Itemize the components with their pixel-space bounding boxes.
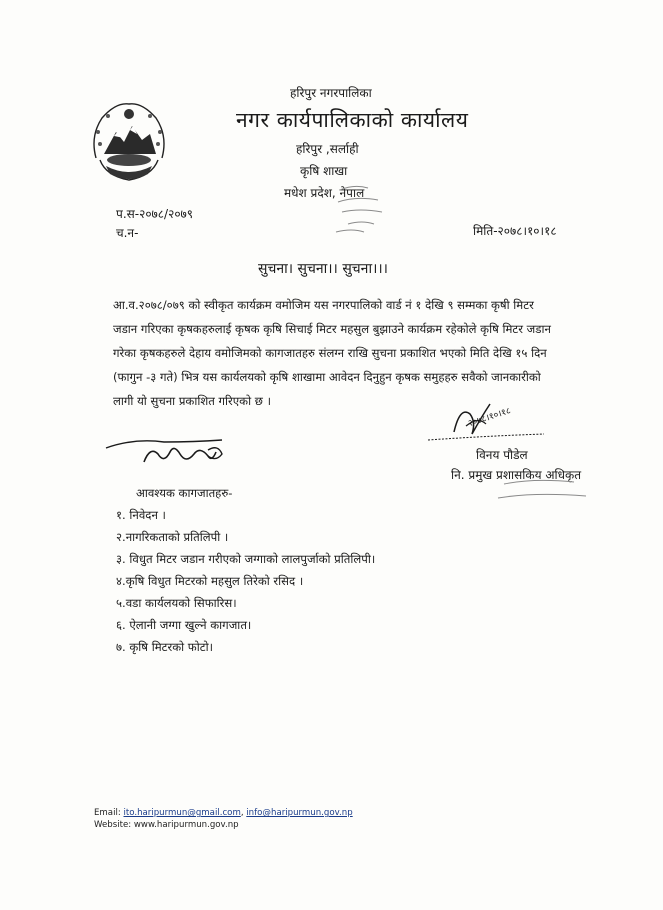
letter-number: प.स-२०७८/२०७९ (116, 207, 194, 221)
office-address: हरिपुर ,सर्लाही (296, 142, 359, 156)
document-item: १. निवेदन । (116, 508, 166, 522)
website-url[interactable]: www.haripurmun.gov.np (133, 820, 239, 830)
body-line-5: लागी यो सुचना प्रकाशित गरिएको छ । (113, 394, 271, 408)
office-title: नगर कार्यपालिकाको कार्यालय (236, 108, 469, 132)
body-line-4: (फागुन -३ गते) भित्र यस कार्यलयको कृषि शाखामा आवेदन दिनुहुन कृषक समुहहरु सवैको जानकारीको (113, 370, 541, 384)
body-line-2: जडान गरिएका कृषकहरुलाई कृषक कृषि सिचाई मिटर महसुल बुझाउने कार्यक्रम रहेकोले कृषि मिटर जडान (113, 322, 551, 336)
section-stamp-icon (334, 182, 392, 236)
notice-title: सुचना। सुचना।। सुचना।।। (258, 261, 388, 277)
email-link-2[interactable]: info@haripurmun.gov.np (246, 808, 353, 818)
nepal-emblem-icon (86, 96, 172, 186)
email-separator: , (240, 808, 244, 818)
email-link-1[interactable]: ito.haripurmun@gmail.com (123, 808, 241, 818)
documents-heading: आवश्यक कागजातहरु- (136, 486, 233, 500)
province-name: मधेश प्रदेश, नेपाल (284, 186, 365, 200)
notice-date: मिति-२०७८।१०।१८ (473, 224, 557, 238)
document-item: ७. कृषि मिटरको फोटो। (116, 640, 213, 654)
section-name: कृषि शाखा (300, 164, 348, 178)
dispatch-number: च.न- (116, 226, 139, 240)
document-item: ३. विधुत मिटर जडान गरीएको जग्गाको लालपुर्जाको प्रतिलिपी। (116, 552, 376, 566)
website-label: Website: (94, 820, 132, 830)
document-item: ५.वडा कार्यलयको सिफारिस। (116, 596, 237, 610)
footer-email (94, 808, 353, 818)
body-line-1: आ.व.२०७८/०७९ को स्वीकृत कार्यक्रम वमोजिम यस नगरपालिको वार्ड नं १ देखि ९ सम्मका कृषी मिटर (113, 298, 534, 312)
email-label: Email: (94, 808, 121, 818)
footer-website (94, 820, 239, 830)
document-item: ४.कृषि विधुत मिटरको महसुल तिरेको रसिद । (116, 574, 304, 588)
left-signature-icon (104, 428, 230, 470)
document-item: २.नागरिकताको प्रतिलिपी । (116, 530, 229, 544)
document-item: ६. ऐलानी जग्गा खुल्ने कागजात। (116, 618, 252, 632)
municipality-name: हरिपुर नगरपालिका (290, 86, 372, 100)
signatory-designation: नि. प्रमुख प्रशासकिय अधिकृत (451, 468, 582, 482)
designation-stamp-icon (494, 476, 592, 508)
signatory-name: विनय पौडेल (476, 448, 528, 462)
body-line-3: गरेका कृषकहरुले देहाय वमोजिमको कागजातहरु संलग्न राखि सुचना प्रकाशित भएको मिति देखि १५ दिन (113, 346, 547, 360)
signature-date: २०७८।१०।१८ (466, 406, 513, 430)
